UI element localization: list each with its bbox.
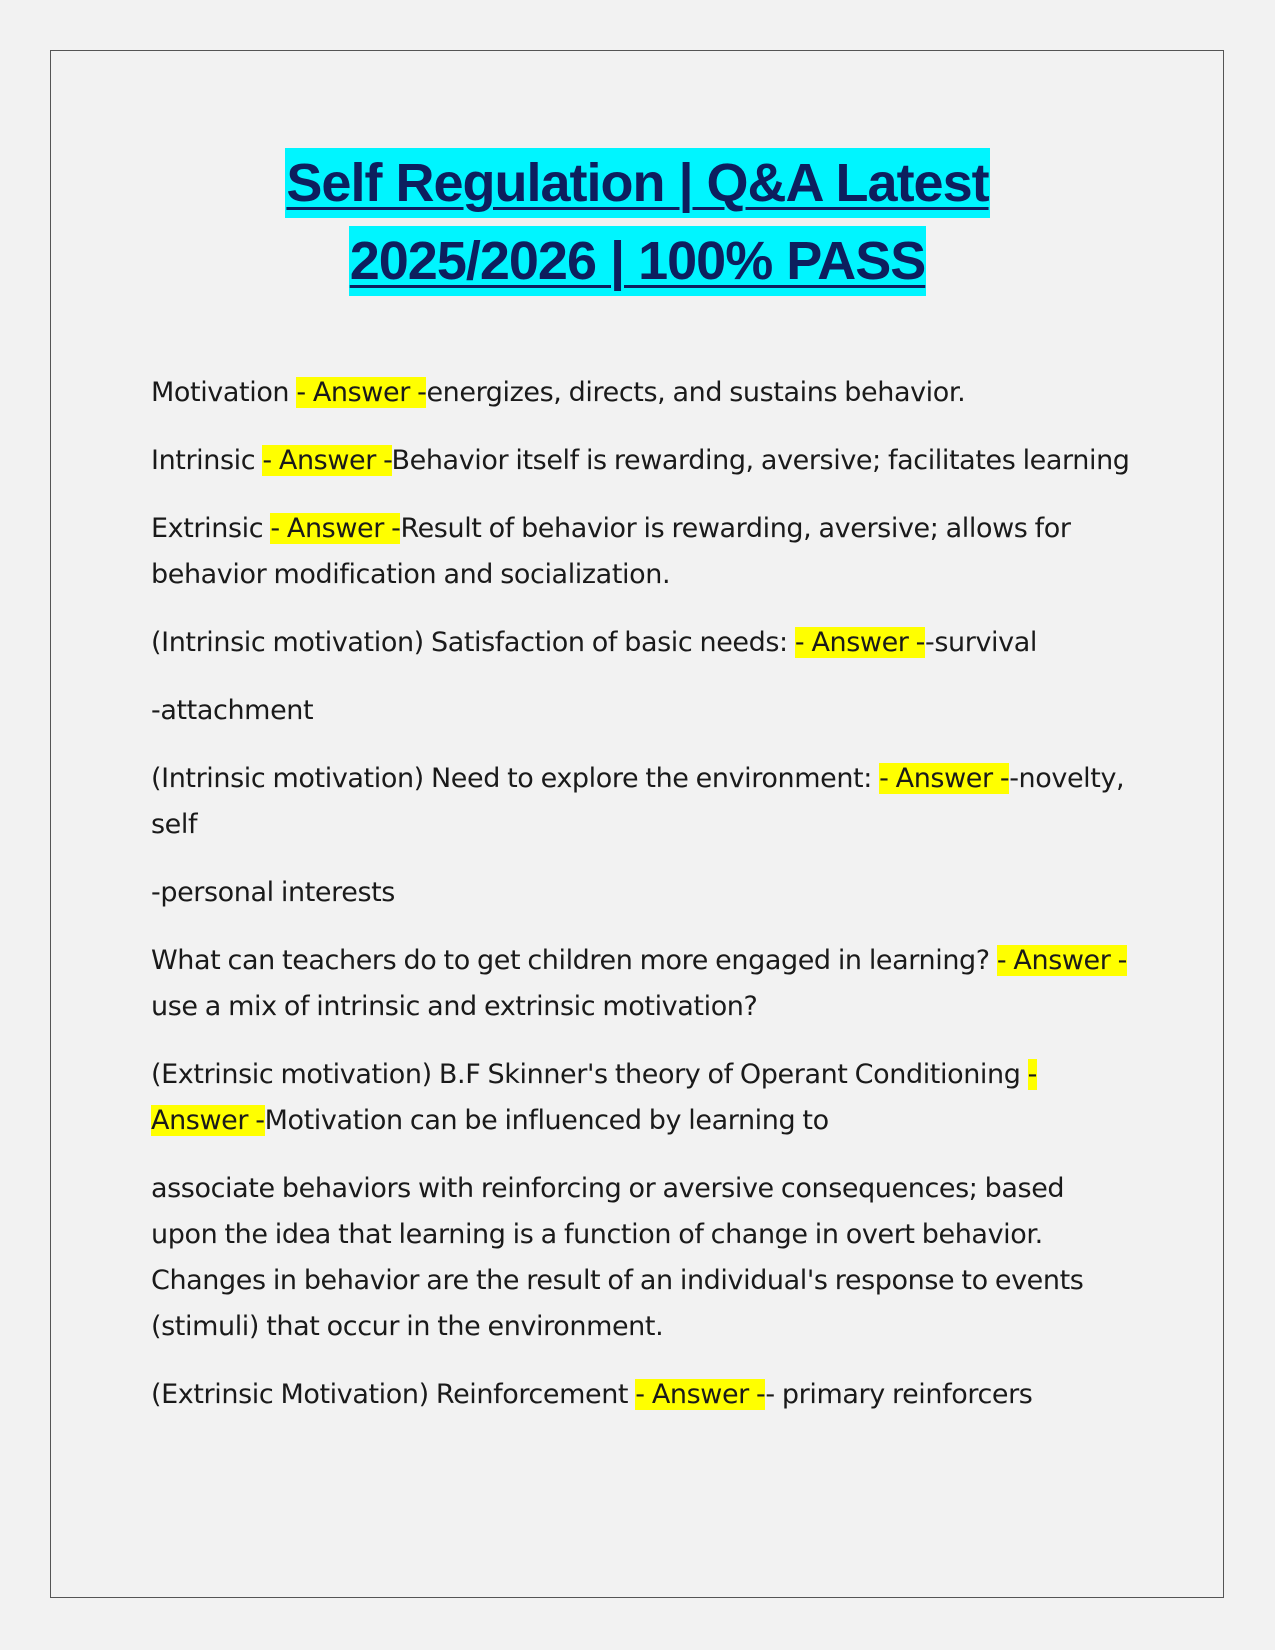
question-text: (Intrinsic motivation) Satisfaction of basic needs:: [151, 627, 795, 658]
qa-item-extrinsic: [151, 506, 1131, 598]
qa-item-basic-needs: [151, 620, 1131, 666]
question-text: (Intrinsic motivation) Need to explore the environment:: [151, 763, 880, 794]
title-line-2: 2025/2026 | 100% PASS: [349, 226, 927, 296]
answer-marker: - Answer -: [879, 763, 1010, 794]
answer-text: -survival: [925, 627, 1037, 658]
qa-content: [151, 370, 1131, 1440]
answer-text: - primary reinforcers: [765, 1379, 1033, 1410]
qa-item-intrinsic: [151, 438, 1131, 484]
qa-item-teachers: [151, 938, 1131, 1030]
continuation-text: -attachment: [151, 695, 314, 726]
question-text: What can teachers do to get children more engaged in learning?: [151, 945, 997, 976]
question-text: Motivation: [151, 377, 297, 408]
qa-item-reinforcement: [151, 1372, 1131, 1418]
qa-item-explore-environment: [151, 756, 1131, 848]
question-text: Intrinsic: [151, 445, 263, 476]
question-text: (Extrinsic Motivation) Reinforcement: [151, 1379, 636, 1410]
qa-item-operant-conditioning: [151, 1052, 1131, 1144]
answer-marker: - Answer -: [262, 445, 392, 476]
answer-text: Result of behavior is rewarding, aversive; allows for behavior modification and socialization.: [151, 513, 1071, 590]
answer-text: energizes, directs, and sustains behavior.: [426, 377, 966, 408]
continuation-text: associate behaviors with reinforcing or aversive consequences; based upon the idea that learning is a function of change in overt behavior. Changes in behavior are the result of an individual's response to events (stimuli) that occur in the environment.: [151, 1173, 1084, 1342]
answer-marker: - Answer -: [270, 513, 401, 544]
document-title: [60, 144, 1215, 300]
answer-text: Motivation can be influenced by learning to: [264, 1105, 829, 1136]
answer-marker: - Answer -: [635, 1379, 766, 1410]
title-line-1: Self Regulation | Q&A Latest: [285, 148, 989, 218]
answer-text: -novelty, self: [151, 763, 1125, 840]
question-text: (Extrinsic motivation) B.F Skinner's theory of Operant Conditioning: [151, 1059, 1028, 1090]
question-text: Extrinsic: [151, 513, 271, 544]
answer-marker: - Answer -: [296, 377, 427, 408]
answer-marker: - Answer -: [151, 1059, 1037, 1136]
answer-text: Behavior itself is rewarding, aversive; facilitates learning: [391, 445, 1130, 476]
answer-marker: - Answer -: [996, 945, 1127, 976]
answer-text: use a mix of intrinsic and extrinsic motivation?: [151, 991, 758, 1022]
answer-marker: - Answer -: [794, 627, 926, 658]
qa-item-motivation: [151, 370, 1131, 416]
continuation-text: -personal interests: [151, 877, 395, 908]
